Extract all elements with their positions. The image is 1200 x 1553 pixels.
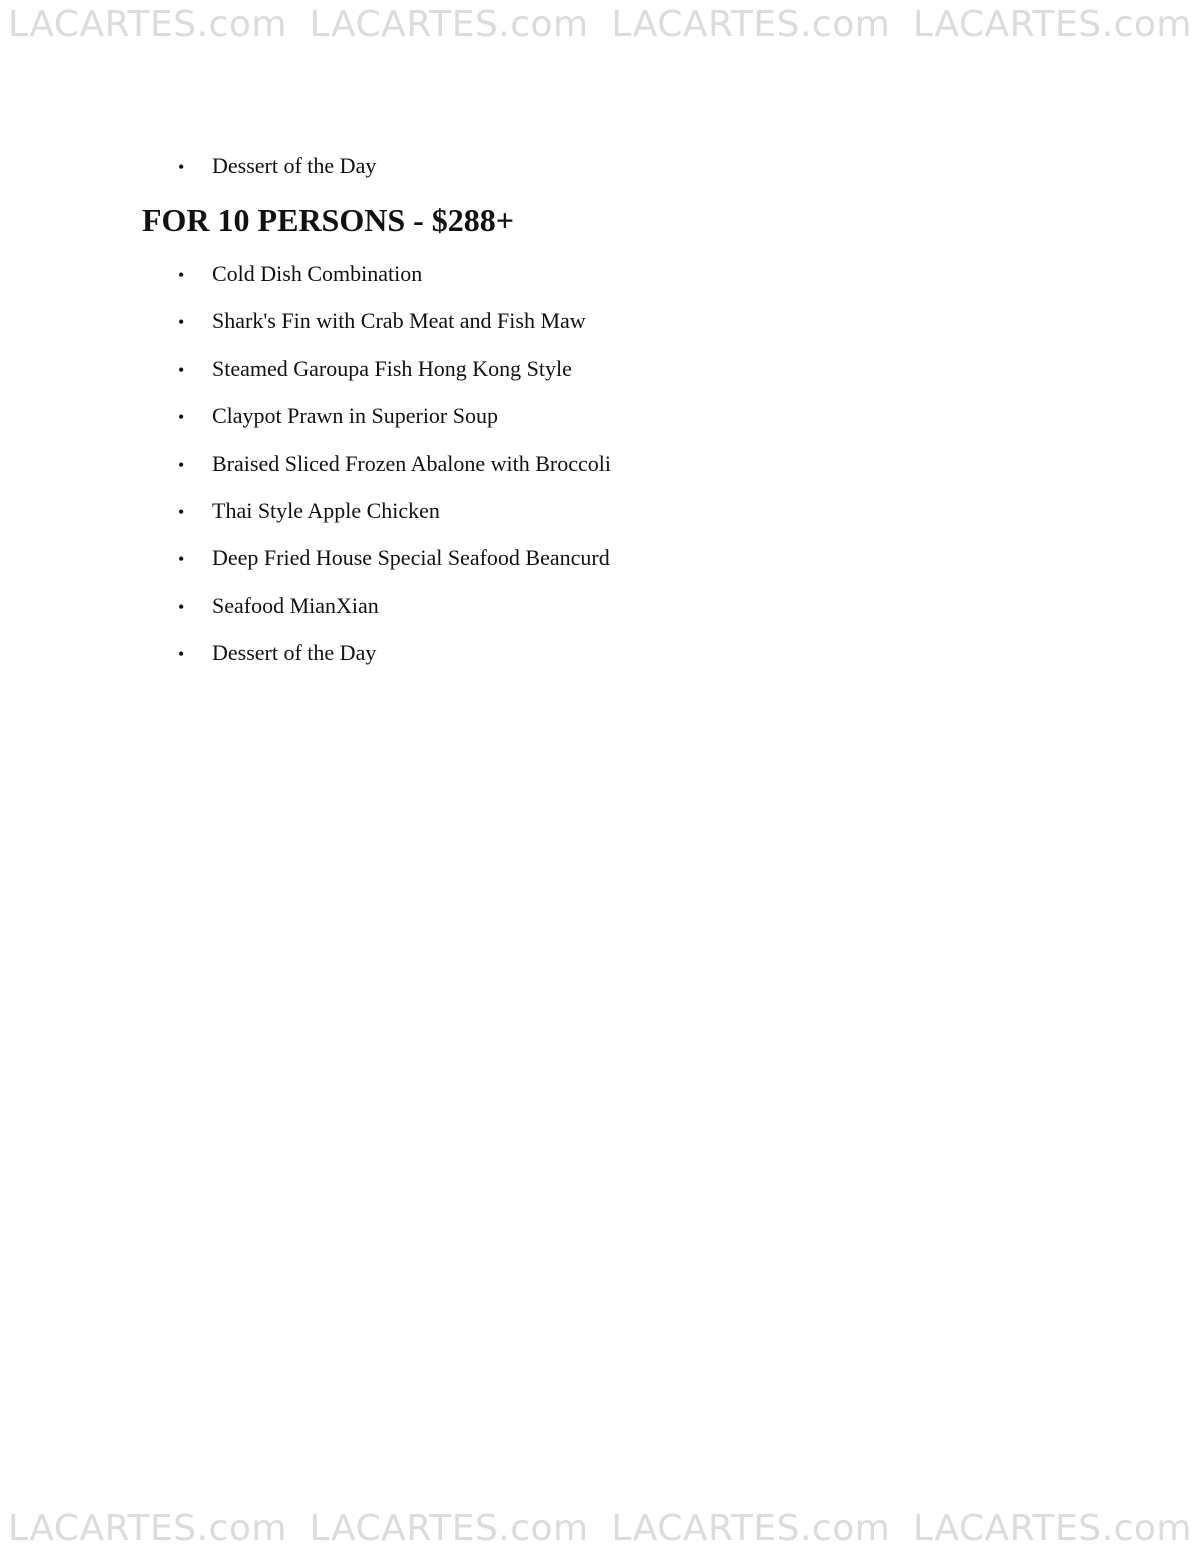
bullet-icon: • [178,407,185,427]
bullet-icon: • [178,265,185,285]
watermark-text: LACARTES.com [8,1508,287,1549]
section-heading: FOR 10 PERSONS - $288+ [142,202,515,238]
list-item [178,402,498,431]
list-item-text: Thai Style Apple Chicken [212,498,440,523]
watermark-bottom [0,1508,1200,1549]
watermark-text: LACARTES.com [309,4,589,45]
bullet-icon: • [178,157,185,177]
bullet-icon: • [178,549,185,569]
list-item [178,152,376,181]
watermark-text: LACARTES.com [913,4,1192,45]
list-item-text: Dessert of the Day [212,153,377,178]
watermark-text: LACARTES.com [8,4,287,45]
watermark-top [0,4,1200,45]
list-item-text: Cold Dish Combination [212,261,423,286]
list-item-text: Seafood MianXian [212,593,379,618]
bullet-icon: • [178,597,185,617]
list-item-text: Steamed Garoupa Fish Hong Kong Style [212,356,572,381]
watermark-text: LACARTES.com [611,1508,891,1549]
list-item [178,450,611,479]
list-item-text: Deep Fried House Special Seafood Beancurd [212,545,610,570]
list-item [178,592,379,621]
list-item [178,355,572,384]
list-item [178,307,586,336]
bullet-icon: • [178,644,185,664]
bullet-icon: • [178,312,185,332]
bullet-icon: • [178,455,185,475]
list-item [178,497,440,526]
list-item [178,544,610,573]
list-item-text: Claypot Prawn in Superior Soup [212,403,498,428]
list-item-text: Dessert of the Day [212,640,377,665]
list-item [178,260,422,289]
list-item [178,639,376,668]
list-item-text: Braised Sliced Frozen Abalone with Broccoli [212,451,611,476]
list-item-text: Shark's Fin with Crab Meat and Fish Maw [212,308,586,333]
watermark-text: LACARTES.com [913,1508,1192,1549]
watermark-text: LACARTES.com [309,1508,589,1549]
bullet-icon: • [178,502,185,522]
watermark-text: LACARTES.com [611,4,891,45]
bullet-icon: • [178,360,185,380]
